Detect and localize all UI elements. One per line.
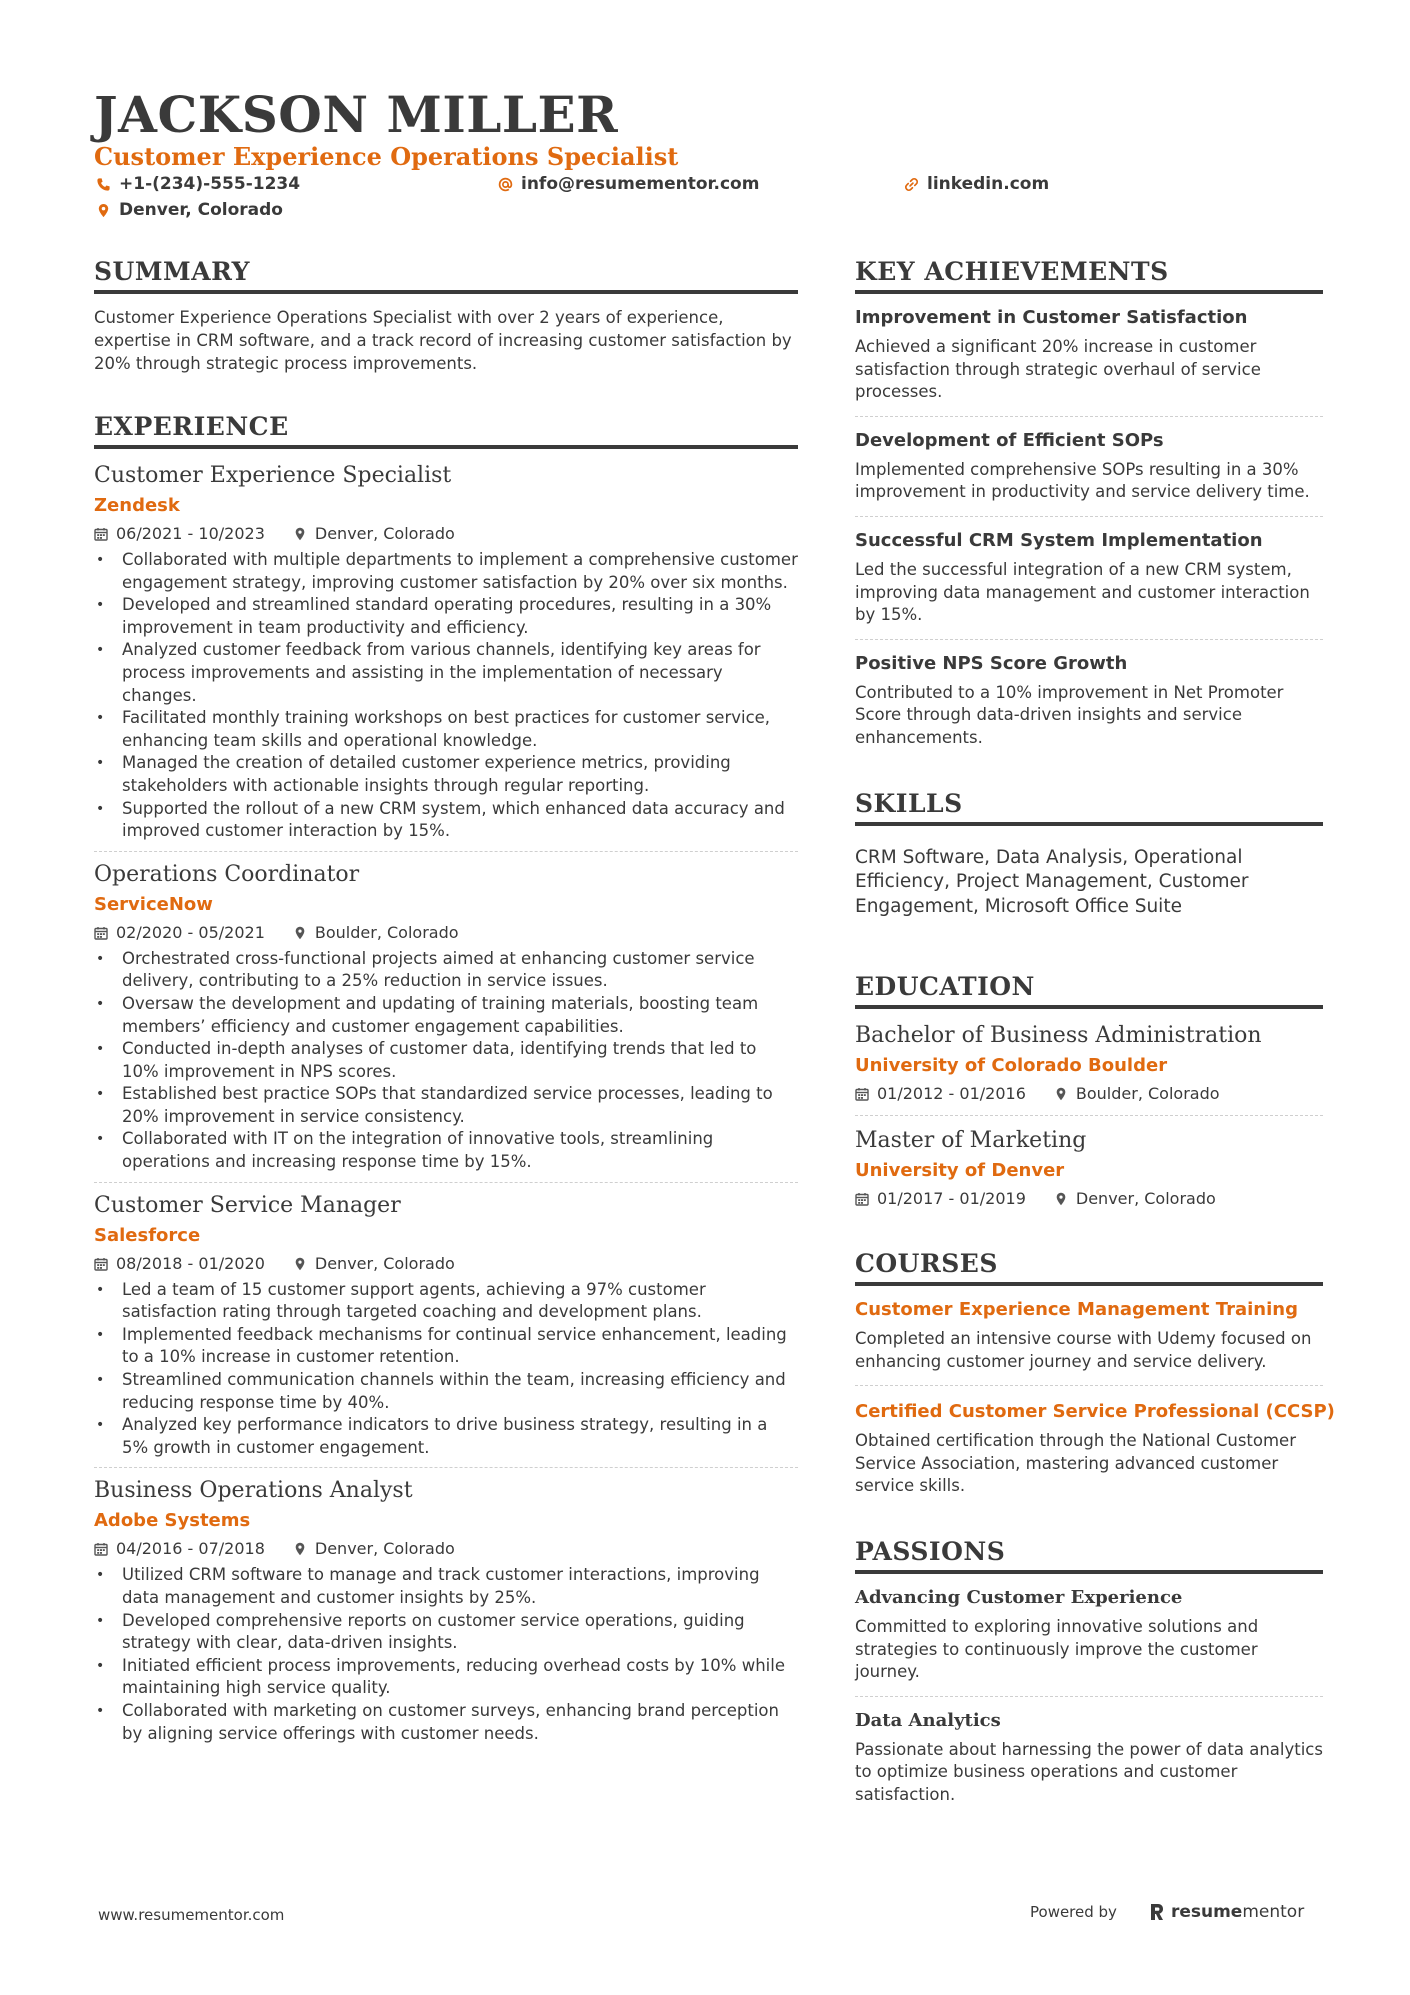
job-dates: 08/2018 - 01/2020 [116, 1253, 265, 1273]
achievement-item [855, 417, 1323, 517]
calendar-icon [855, 1192, 869, 1206]
location-pin-icon [96, 203, 111, 218]
bullet-item: • Utilized CRM software to manage and track customer interactions, improving data management and customer insights by 25%. [94, 1564, 798, 1609]
bullet-item: • Orchestrated cross-functional projects aimed at enhancing customer service delivery, contributing to a 25% reduction in service issues. [94, 948, 798, 993]
job-bullets [94, 948, 798, 1174]
location-pin-icon [293, 1257, 307, 1271]
brand-resume: resume [1170, 1902, 1243, 1922]
bullet-item: • Conducted in-depth analyses of customer data, identifying trends that led to 10% improvement in NPS scores. [94, 1038, 798, 1083]
resumementor-logo-icon [1149, 1902, 1165, 1922]
location-pin-icon [1054, 1087, 1068, 1101]
bullet-item: • Collaborated with IT on the integration of innovative tools, streamlining operations and increasing response time by 15%. [94, 1128, 798, 1173]
education-location: Boulder, Colorado [1075, 1084, 1220, 1104]
job-bullets [94, 549, 798, 843]
job-title: Operations Coordinator [94, 861, 360, 887]
location-pin-icon [293, 527, 307, 541]
achievement-item [855, 640, 1323, 750]
job-meta [94, 523, 798, 545]
contact-linkedin [904, 173, 1049, 195]
bullet-item: • Managed the creation of detailed customer experience metrics, providing stakeholders with actionable insights through regular reporting. [94, 752, 798, 797]
job-dates: 02/2020 - 05/2021 [116, 922, 265, 942]
calendar-icon [94, 926, 108, 940]
bullet-item: • Developed comprehensive reports on customer service operations, guiding strategy with clear, data-driven insights. [94, 1610, 798, 1655]
education-dates: 01/2017 - 01/2019 [877, 1189, 1026, 1209]
degree-title: Bachelor of Business Administration [855, 1023, 1262, 1049]
bullet-item: • Analyzed customer feedback from various channels, identifying key areas for process improvements and assisting in the implementation of necessary changes. [94, 639, 798, 707]
company-name: Zendesk [94, 495, 180, 516]
skills-heading: SKILLS [855, 788, 1323, 826]
passion-title: Data Analytics [855, 1709, 1001, 1731]
achievement-title: Positive NPS Score Growth [855, 652, 1128, 674]
passion-title: Advancing Customer Experience [855, 1587, 1183, 1608]
company-name: Salesforce [94, 1224, 201, 1246]
education-location: Denver, Colorado [1075, 1189, 1216, 1209]
course-desc: Obtained certification through the National Customer Service Association, mastering advanced customer service skills. [855, 1431, 1296, 1496]
bullet-item: • Collaborated with multiple departments to implement a comprehensive customer engagement strategy, improving customer satisfaction by 20% over six months. [94, 549, 798, 594]
achievement-desc: Achieved a significant 20% increase in customer satisfaction through strategic overhaul of service processes. [855, 337, 1261, 402]
bullet-item: • Initiated efficient process improvements, reducing overhead costs by 10% while maintaining high service quality. [94, 1655, 798, 1700]
job-title: Customer Service Manager [94, 1192, 401, 1218]
achievement-title: Development of Efficient SOPs [855, 429, 1164, 451]
achievement-desc: Led the successful integration of a new CRM system, improving data management and customer interaction by 15%. [855, 559, 1310, 625]
left-column [94, 256, 798, 1745]
contact-phone [96, 173, 300, 195]
experience-heading: EXPERIENCE [94, 411, 798, 449]
passion-desc: Committed to exploring innovative solutions and strategies to continuously improve the customer journey. [855, 1617, 1259, 1682]
calendar-icon [94, 1542, 108, 1556]
passion-desc: Passionate about harnessing the power of data analytics to optimize business operations and customer satisfaction. [855, 1739, 1323, 1804]
job-location: Denver, Colorado [314, 524, 455, 543]
job-location: Denver, Colorado [314, 1539, 455, 1559]
job-meta [94, 1253, 798, 1275]
phone-text: +1-(234)-555-1234 [119, 174, 301, 194]
degree-title: Master of Marketing [855, 1128, 1087, 1154]
bullet-item: • Supported the rollout of a new CRM system, which enhanced data accuracy and improved customer interaction by 15%. [94, 798, 798, 843]
education-meta [855, 1083, 1323, 1105]
link-icon [904, 177, 919, 192]
bullet-item: • Led a team of 15 customer support agents, achieving a 97% customer satisfaction rating through targeted coaching and development plans. [94, 1279, 798, 1324]
bullet-item: • Oversaw the development and updating of training materials, boosting team members’ efficiency and customer engagement capabilities. [94, 993, 798, 1038]
job-location: Boulder, Colorado [314, 922, 459, 942]
company-name: ServiceNow [94, 893, 213, 915]
job-bullets [94, 1564, 798, 1745]
education-heading: EDUCATION [855, 971, 1323, 1009]
location-pin-icon [293, 926, 307, 940]
experience-item [94, 1476, 798, 1745]
passion-item [855, 1586, 1323, 1697]
at-sign-icon [498, 177, 513, 192]
location-pin-icon [1054, 1192, 1068, 1206]
course-desc: Completed an intensive course with Udemy focused on enhancing customer journey and service delivery. [855, 1329, 1312, 1371]
education-item [855, 1116, 1323, 1210]
candidate-role: Customer Experience Operations Specialist [94, 142, 679, 171]
job-dates: 04/2016 - 07/2018 [116, 1539, 265, 1559]
company-name: Adobe Systems [94, 1510, 251, 1532]
footer-branding [1030, 1902, 1304, 1922]
contact-email [498, 173, 759, 195]
contact-location [96, 199, 283, 221]
achievement-item [855, 306, 1323, 417]
bullet-item: • Established best practice SOPs that standardized service processes, leading to 20% improvement in service consistency. [94, 1083, 798, 1128]
candidate-name: JACKSON MILLER [94, 85, 619, 144]
linkedin-text: linkedin.com [927, 174, 1050, 194]
education-dates: 01/2012 - 01/2016 [877, 1084, 1026, 1104]
achievement-title: Successful CRM System Implementation [855, 529, 1263, 551]
passions-heading: PASSIONS [855, 1536, 1323, 1574]
right-column [855, 256, 1335, 1807]
skills-text: CRM Software, Data Analysis, Operational Efficiency, Project Management, Customer Engagement, Microsoft Office Suite [855, 846, 1249, 917]
bullet-item: • Facilitated monthly training workshops on best practices for customer service, enhancing team skills and operational knowledge. [94, 707, 798, 752]
brand-logo[interactable] [1149, 1902, 1304, 1922]
bullet-item: • Collaborated with marketing on customer surveys, enhancing brand perception by aligning service offerings with customer needs. [94, 1700, 798, 1745]
passion-item [855, 1697, 1323, 1807]
job-title: Business Operations Analyst [94, 1478, 413, 1504]
location-text: Denver, Colorado [119, 200, 283, 220]
courses-heading: COURSES [855, 1248, 1323, 1286]
job-meta [94, 1538, 798, 1560]
course-item [855, 1298, 1323, 1386]
job-meta [94, 922, 798, 944]
location-pin-icon [293, 1542, 307, 1556]
brand-mentor: mentor [1242, 1902, 1305, 1922]
achievement-item [855, 517, 1323, 640]
bullet-item: • Implemented feedback mechanisms for continual service enhancement, leading to a 10% increase in customer retention. [94, 1324, 798, 1369]
powered-by-text: Powered by [1030, 1903, 1117, 1921]
footer-website[interactable]: www.resumementor.com [98, 1906, 285, 1924]
experience-item [94, 461, 798, 852]
course-title: Certified Customer Service Professional (CCSP) [855, 1401, 1335, 1423]
experience-item [94, 860, 798, 1183]
bullet-item: • Analyzed key performance indicators to drive business strategy, resulting in a 5% growth in customer engagement. [94, 1414, 798, 1459]
summary-heading: SUMMARY [94, 256, 798, 294]
experience-item [94, 1191, 798, 1469]
achievements-heading: KEY ACHIEVEMENTS [855, 256, 1323, 294]
achievement-desc: Contributed to a 10% improvement in Net Promoter Score through data-driven insights and service enhancements. [855, 682, 1284, 747]
job-dates: 06/2021 - 10/2023 [116, 524, 265, 543]
school-name: University of Colorado Boulder [855, 1055, 1168, 1077]
achievement-title: Improvement in Customer Satisfaction [855, 307, 1248, 328]
phone-icon [96, 177, 111, 192]
calendar-icon [855, 1087, 869, 1101]
achievement-desc: Implemented comprehensive SOPs resulting in a 30% improvement in productivity and service delivery time. [855, 459, 1310, 502]
job-bullets [94, 1279, 798, 1460]
summary-text: Customer Experience Operations Specialist with over 2 years of experience, expertise in CRM software, and a track record of increasing customer satisfaction by 20% through strategic process improvements. [94, 308, 792, 373]
education-item [855, 1021, 1323, 1116]
course-title: Customer Experience Management Training [855, 1299, 1298, 1321]
job-location: Denver, Colorado [314, 1253, 455, 1273]
course-item [855, 1386, 1335, 1498]
bullet-item: • Developed and streamlined standard operating procedures, resulting in a 30% improvement in team productivity and efficiency. [94, 594, 798, 639]
calendar-icon [94, 527, 108, 541]
calendar-icon [94, 1257, 108, 1271]
job-title: Customer Experience Specialist [94, 463, 452, 488]
bullet-item: • Streamlined communication channels within the team, increasing efficiency and reducing response time by 40%. [94, 1369, 798, 1414]
school-name: University of Denver [855, 1160, 1065, 1182]
education-meta [855, 1188, 1323, 1210]
email-text: info@resumementor.com [521, 174, 760, 194]
